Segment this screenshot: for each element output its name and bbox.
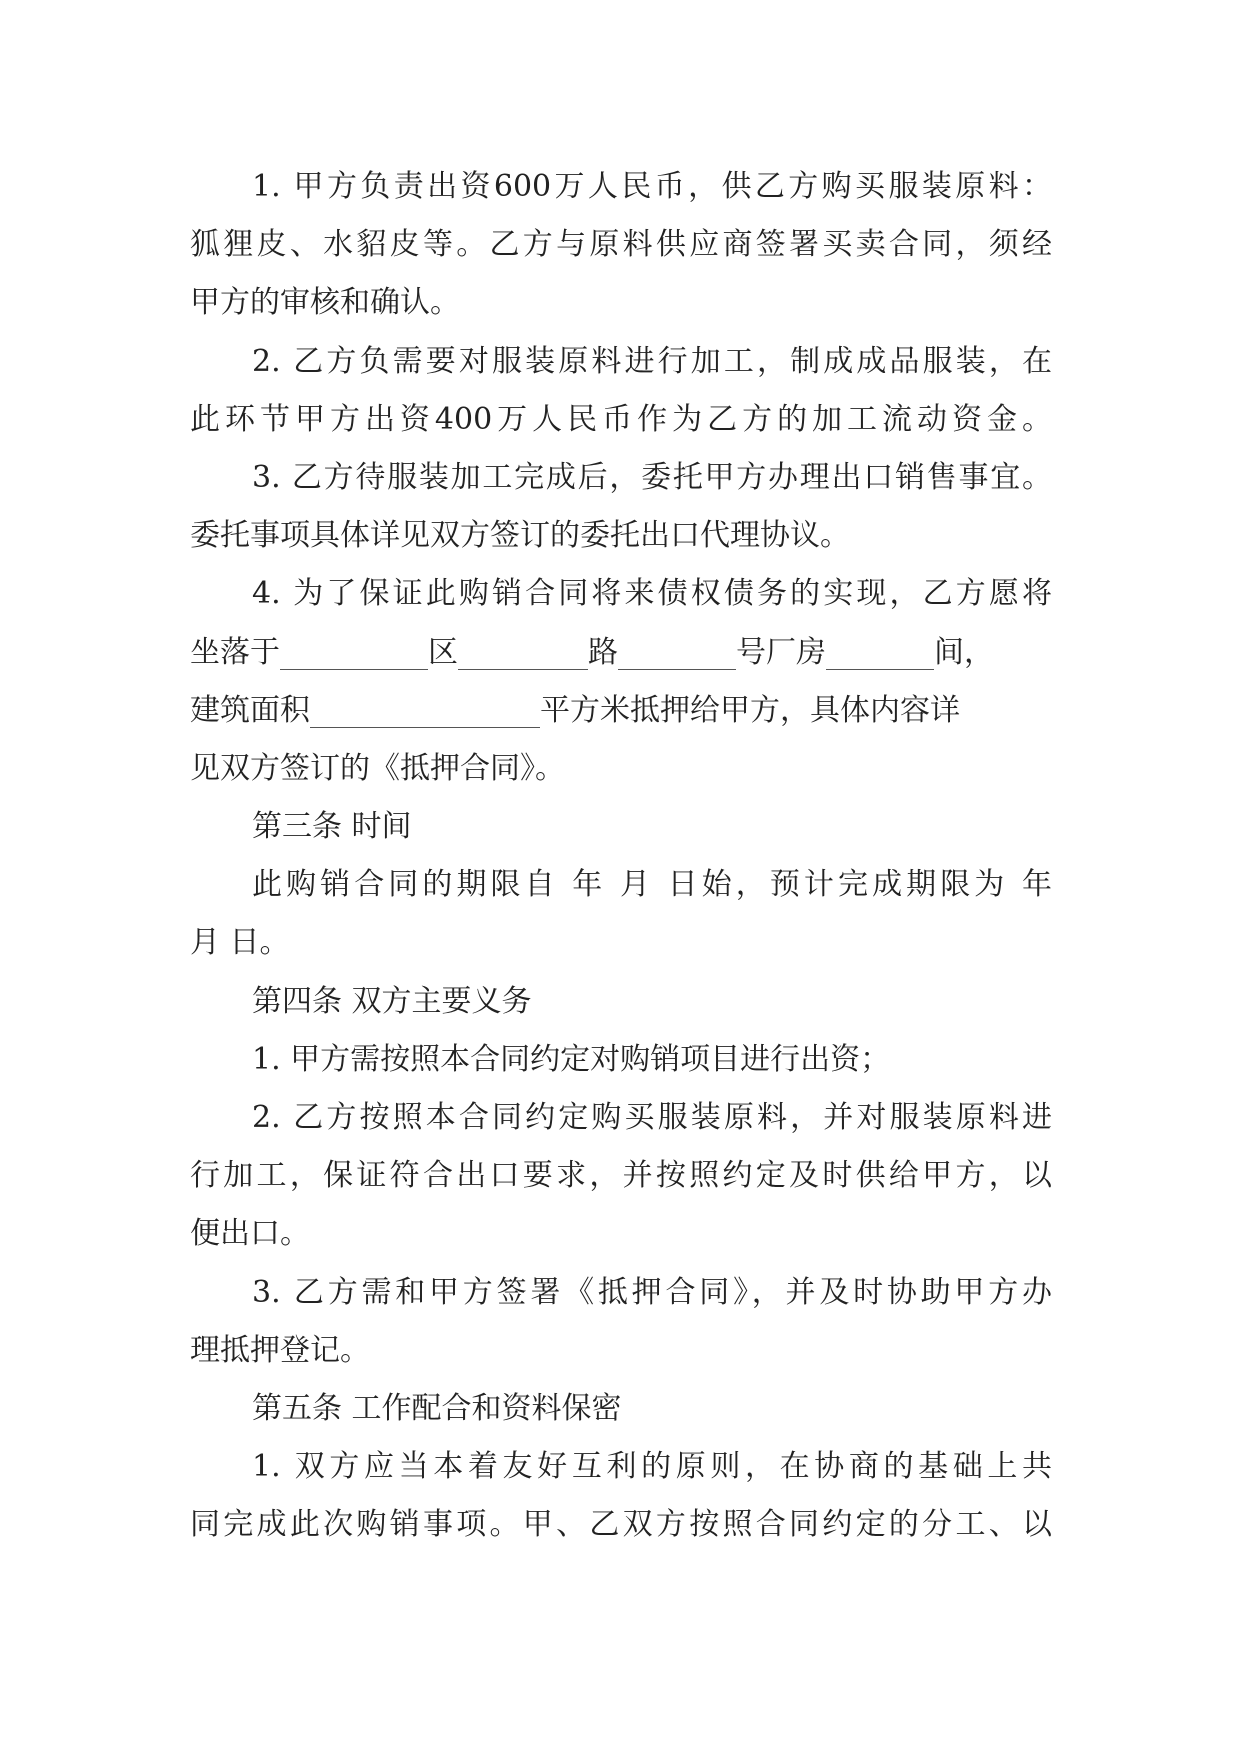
paragraph-line: 2. 乙方负需要对服装原料进行加工，制成成品服装，在 — [252, 343, 1052, 379]
paragraph-line: 3. 乙方待服装加工完成后，委托甲方办理出口销售事宜。 — [252, 459, 1052, 495]
paragraph-line: 见双方签订的《抵押合同》。 — [190, 750, 565, 786]
paragraph-line: 此环节甲方出资400万人民币作为乙方的加工流动资金。 — [190, 401, 1052, 437]
paragraph-line: 甲方的审核和确认。 — [190, 285, 460, 321]
paragraph-line: 理抵押登记。 — [190, 1332, 370, 1368]
road-blank — [458, 639, 588, 670]
paragraph-line: 3. 乙方需和甲方签署《抵押合同》，并及时协助甲方办 — [252, 1274, 1052, 1310]
paragraph-line: 狐狸皮、水貂皮等。乙方与原料供应商签署买卖合同，须经 — [190, 227, 1052, 263]
location-label: 坐落于 — [190, 634, 280, 670]
rooms-label: 间， — [934, 634, 994, 670]
paragraph-line: 1. 甲方负责出资600万人民币，供乙方购买服装原料： — [252, 169, 1052, 204]
area-line — [190, 682, 1052, 740]
area-blank — [310, 697, 540, 728]
paragraph-line: 4. 为了保证此购销合同将来债权债务的实现，乙方愿将 — [252, 576, 1052, 612]
paragraph-line: 同完成此次购销事项。甲、乙双方按照合同约定的分工、以 — [190, 1507, 1052, 1543]
paragraph-line: 行加工，保证符合出口要求，并按照约定及时供给甲方，以 — [190, 1158, 1052, 1194]
location-line — [190, 624, 1052, 682]
district-blank — [280, 639, 428, 670]
paragraph-line: 便出口。 — [190, 1216, 310, 1252]
number-blank — [618, 639, 736, 670]
section-heading: 第三条 时间 — [252, 809, 412, 845]
rooms-blank — [826, 639, 934, 670]
section-heading: 第四条 双方主要义务 — [252, 983, 532, 1019]
paragraph-line: 1. 甲方需按照本合同约定对购销项目进行出资； — [252, 1041, 891, 1077]
area-label: 建筑面积 — [190, 692, 310, 728]
paragraph-line: 此购销合同的期限自 年 月 日始，预计完成期限为 年 — [252, 867, 1052, 903]
district-label: 区 — [428, 634, 458, 670]
paragraph-line: 1. 双方应当本着友好互利的原则，在协商的基础上共 — [252, 1449, 1052, 1485]
road-label: 路 — [588, 634, 618, 670]
paragraph-line: 委托事项具体详见双方签订的委托出口代理协议。 — [190, 518, 850, 554]
document-page — [190, 158, 1052, 1555]
paragraph-line: 月 日。 — [190, 925, 290, 961]
section-heading: 第五条 工作配合和资料保密 — [252, 1390, 622, 1426]
paragraph-line: 2. 乙方按照本合同约定购买服装原料，并对服装原料进 — [252, 1100, 1052, 1135]
area-text: 平方米抵押给甲方，具体内容详 — [540, 692, 960, 728]
factory-label: 号厂房 — [736, 634, 826, 670]
